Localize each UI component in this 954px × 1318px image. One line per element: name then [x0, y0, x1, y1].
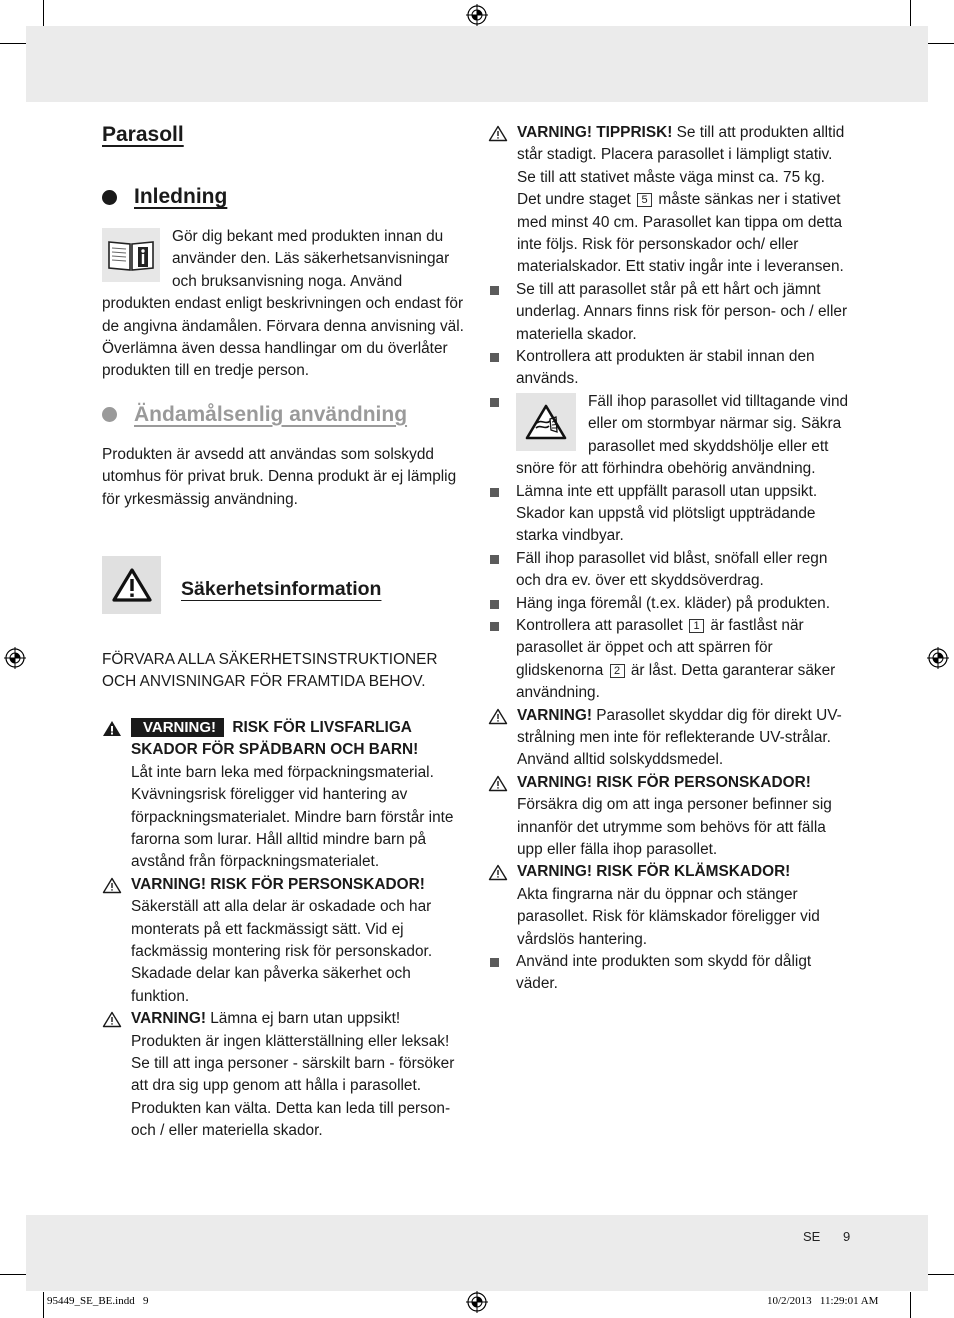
warning-title: VARNING! RISK FÖR PERSONSKADOR!: [517, 773, 811, 791]
registration-mark-icon: [466, 4, 488, 26]
warning-text: Försäkra dig om att inga personer befinner sig innanför det utrymme som behövs för att fälla upp eller fälla ihop parasollet.: [517, 796, 832, 858]
safety-caps-text: FÖRVARA ALLA SÄKERHETSINSTRUKTIONER OCH ANVISNINGAR FÖR FRAMTIDA BEHOV.: [102, 651, 438, 691]
list-item: [488, 481, 850, 548]
square-bullet-icon: [490, 286, 499, 295]
wind-warning-icon: [516, 393, 576, 451]
crop-mark: [928, 43, 954, 44]
warning-text: måste sänkas ner i stativet med minst 40 cm. Parasollet kan tippa om detta inte följs. Risk för personskador och/ eller materialskador. Ett stativ ingår inte i leveransen.: [517, 191, 844, 276]
warning-text: Säkerställ att alla delar är oskadade och har monterats på ett fackmässigt sätt. Vid ej fackmässig montering risk för personskador. Skadade delar kan påverka säkerhet och funktion.: [131, 898, 433, 1005]
warning-triangle-icon: [488, 125, 508, 142]
left-column: [102, 118, 464, 1143]
list-item: [488, 615, 850, 705]
warning-badge: VARNING!: [131, 718, 224, 737]
list-item-text: Lämna inte ett uppfällt parasoll utan uppsikt. Skador kan uppstå vid plötsligt uppträdande starka vindbyar.: [516, 482, 818, 545]
square-bullet-icon: [490, 958, 499, 967]
warning-triangle-icon: [488, 775, 508, 792]
use-text: Produkten är avsedd att användas som solskydd utomhus för privat bruk. Denna produkt är ej lämplig för yrkesmässig användning.: [102, 445, 457, 508]
square-bullet-icon: [490, 600, 499, 609]
part-number: 5: [637, 193, 652, 207]
section-heading-intro: [102, 183, 464, 211]
warning-item: [102, 874, 464, 1008]
bullet-dot-icon: [102, 190, 117, 205]
warning-item: [488, 122, 850, 279]
warning-filled-icon: [102, 720, 122, 737]
language-code: SE: [803, 1229, 821, 1244]
warning-text: Akta fingrarna när du öppnar och stänger parasollet. Risk för klämskador föreligger vid vårdslös hantering.: [517, 885, 820, 948]
safety-heading: Säkerhetsinformation: [181, 577, 382, 600]
registration-mark-icon: [466, 1291, 488, 1313]
warning-title: VARNING! RISK FÖR KLÄMSKADOR!: [517, 863, 791, 881]
crop-mark: [928, 1274, 954, 1275]
part-number: 1: [689, 619, 704, 633]
list-item: [488, 951, 850, 996]
list-item-text: Kontrollera att parasollet: [516, 616, 683, 634]
warning-title: VARNING!: [517, 706, 592, 724]
crop-mark: [0, 1274, 26, 1275]
list-item-text: Se till att parasollet står på ett hårt och jämnt underlag. Annars finns risk för person- och / eller materiella skador.: [516, 280, 848, 343]
page-number: 9: [843, 1229, 851, 1244]
warning-text: Låt inte barn leka med förpackningsmaterial. Kvävningsrisk föreligger vid hantering av förpackningsmaterialet. Mindre barn förstår inte farorna som lurar. Håll alltid mindre barn på avstånd från förpackningsmaterialet.: [131, 763, 454, 871]
slug-timestamp: 10/2/2013 11:29:01 AM: [767, 1295, 879, 1307]
section-heading-use: [102, 401, 464, 429]
square-bullet-icon: [490, 622, 499, 631]
list-item-text: Fäll ihop parasollet vid tilltagande vind eller om stormbyar närmar sig. Säkra parasollet med skyddshölje eller ett snöre för att förhindra obehörig användning.: [516, 392, 849, 478]
intro-block: [102, 226, 464, 383]
list-item: [488, 346, 850, 391]
warning-triangle-icon: [102, 877, 122, 894]
warning-title: RISK FÖR LIVSFARLIGA SKADOR FÖR SPÄDBARN OCH BARN!: [131, 718, 419, 759]
warning-text: Parasollet skyddar dig för direkt UV-strålning men inte för reflekterande UV-strålar. Använd alltid solskyddsmedel.: [517, 706, 842, 769]
crop-mark: [43, 0, 44, 26]
warning-triangle-icon: [488, 708, 508, 725]
square-bullet-icon: [490, 555, 499, 564]
warning-triangle-icon: [102, 556, 161, 614]
page-title: Parasoll: [102, 123, 184, 146]
slug-filename: 95449_SE_BE.indd 9: [47, 1295, 149, 1307]
square-bullet-icon: [490, 353, 499, 362]
registration-mark-icon: [927, 647, 949, 669]
crop-mark: [43, 1292, 44, 1318]
list-item-text: Använd inte produkten som skydd för dåligt väder.: [516, 953, 812, 993]
intro-text: Gör dig bekant med produkten innan du använder den. Läs säkerhetsanvisningar och bruksanvisning noga. Använd produkten endast enligt beskrivningen och endast för de angivna ändamålen. Förvara denna anvisning väl. Överlämna även dessa handlingar om du överlåter produkten till en tredje person.: [102, 228, 464, 380]
list-item-text: Fäll ihop parasollet vid blåst, snöfall eller regn och dra ev. över ett skyddsöverdrag.: [516, 549, 828, 590]
list-item-text: Häng inga föremål (t.ex. kläder) på produkten.: [516, 594, 830, 612]
manual-info-icon: [102, 228, 160, 282]
list-item-text: är låst. Detta garanterar säker användning.: [516, 661, 836, 702]
list-item: [488, 548, 850, 593]
warning-item: [488, 861, 850, 951]
warning-title: VARNING! RISK FÖR PERSONSKADOR!: [131, 875, 425, 893]
warning-title: VARNING!: [131, 1010, 206, 1028]
safety-heading-block: [102, 556, 464, 614]
header-band: [26, 26, 928, 102]
footer-band: [26, 1215, 928, 1291]
warning-triangle-icon: [488, 864, 508, 881]
right-column: [488, 122, 850, 996]
list-item: [488, 593, 850, 615]
use-heading: Ändamålsenlig användning: [134, 402, 408, 426]
list-item: [488, 391, 850, 481]
list-item: [488, 279, 850, 346]
warning-item: [102, 1008, 464, 1142]
list-item-text: Kontrollera att produkten är stabil innan den används.: [516, 348, 815, 388]
crop-mark: [0, 43, 26, 44]
registration-mark-icon: [4, 647, 26, 669]
square-bullet-icon: [490, 488, 499, 497]
warning-item: [488, 772, 850, 862]
warning-text: Lämna ej barn utan uppsikt! Produkten är ingen klätterställning eller leksak! Se till att inga personer - särskilt barn - försöker att dra sig upp genom att hålla i parasollet. Produkten kan välta. Detta kan leda till person- och / eller materiella skador.: [131, 1010, 455, 1140]
intro-heading: Inledning: [134, 185, 228, 208]
warning-item: [488, 705, 850, 772]
square-bullet-icon: [490, 398, 499, 407]
warning-item: [102, 717, 464, 874]
warning-text: Se till att produkten alltid står stadigt. Placera parasollet i lämpligt stativ. Se till att stativet måste väga minst ca. 75 kg. Det undre staget: [517, 124, 845, 209]
bullet-dot-icon: [102, 407, 117, 422]
warning-triangle-icon: [102, 1011, 122, 1028]
list-item-text: är fastlåst när parasollet är öppet och att spärren för glidskenorna: [516, 616, 804, 679]
warning-title: VARNING! TIPPRISK!: [517, 124, 673, 141]
crop-mark: [910, 0, 911, 26]
part-number: 2: [610, 664, 625, 678]
crop-mark: [910, 1292, 911, 1318]
